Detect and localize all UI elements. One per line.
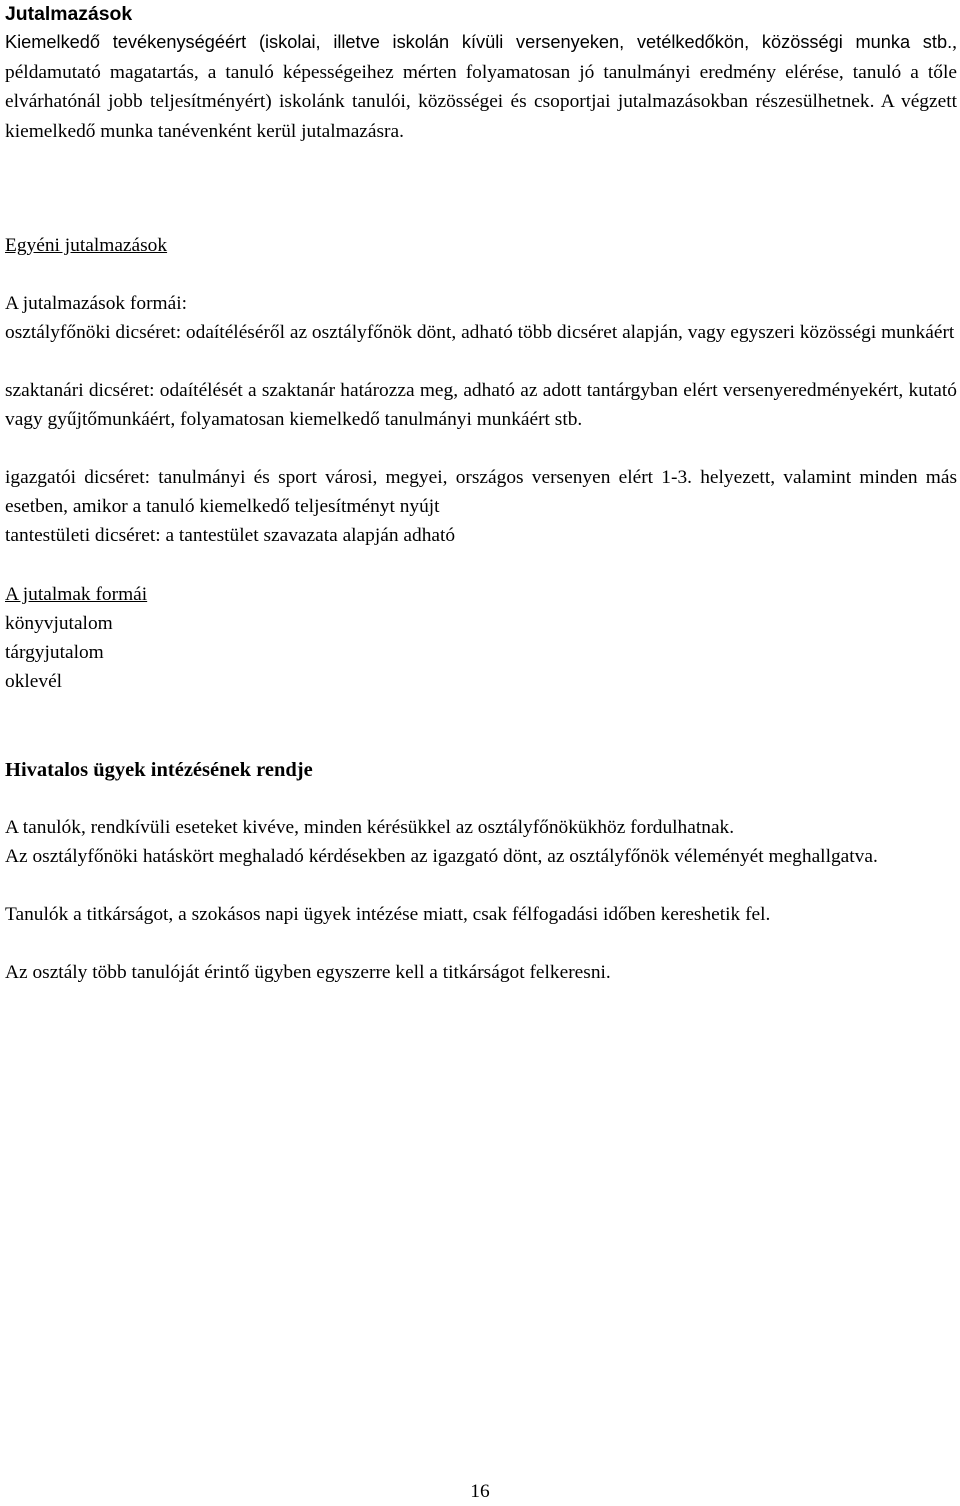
reward-type-book: könyvjutalom <box>5 613 113 634</box>
praise-item-subject-teacher: szaktanári dicséret: odaítélését a szaktanár határozza meg, adható az adott tantárgyban elért versenyeredményekért, kutató vagy gyűjtőmunkáért, folyamatosan kiemelkedő tanulmányi munkáért stb. <box>5 380 957 430</box>
reward-forms-label: A jutalmazások formái: <box>5 293 188 314</box>
praise-item-principal: igazgatói dicséret: tanulmányi és sport városi, megyei, országos versenyen elért 1-3. helyezett, valamint minden más esetben, amikor a tanuló kiemelkedő teljesítményt nyújt <box>5 467 957 517</box>
official-paragraph-2: Az osztályfőnöki hatáskört meghaladó kérdésekben az igazgató dönt, az osztályfőnök véleményét meghallgatva. <box>5 846 878 867</box>
section-title-jutalmazasok: Jutalmazások <box>5 3 133 25</box>
praise-item-staff: tantestületi dicséret: a tantestület szavazata alapján adható <box>5 525 456 546</box>
intro-paragraph <box>5 28 957 146</box>
section-title-official-matters: Hivatalos ügyek intézésének rendje <box>5 759 313 781</box>
page-number: 16 <box>470 1481 490 1502</box>
intro-text-part1: Kiemelkedő tevékenységéért (iskolai, illetve iskolán kívüli versenyeken, vetélkedőkön, közösségi munka stb. <box>5 32 953 52</box>
reward-type-certificate: oklevél <box>5 671 63 692</box>
official-paragraph-4: Az osztály több tanulóját érintő ügyben egyszerre kell a titkárságot felkeresni. <box>5 962 611 983</box>
reward-types-heading: A jutalmak formái <box>5 584 148 605</box>
individual-rewards-heading: Egyéni jutalmazások <box>5 235 168 256</box>
intro-text-part2: , példamutató magatartás, a tanuló képességeihez mérten folyamatosan jó tanulmányi eredmény elérése, tanuló a tőle elvárhatónál jobb teljesítményért) iskolánk tanulói, közösségei és csoportjai jutalmazásokban részesülhetnek. A végzett kiemelkedő munka tanévenként kerül jutalmazásra. <box>5 32 957 142</box>
official-paragraph-1: A tanulók, rendkívüli eseteket kivéve, minden kérésükkel az osztályfőnökükhöz fordulhatnak. <box>5 817 735 838</box>
reward-type-object: tárgyjutalom <box>5 642 104 663</box>
praise-item-class-teacher: osztályfőnöki dicséret: odaítéléséről az osztályfőnök dönt, adható több dicséret alapján, vagy egyszeri közösségi munkáért <box>5 322 955 343</box>
official-paragraph-3: Tanulók a titkárságot, a szokásos napi ügyek intézése miatt, csak félfogadási időben kereshetik fel. <box>5 904 771 925</box>
